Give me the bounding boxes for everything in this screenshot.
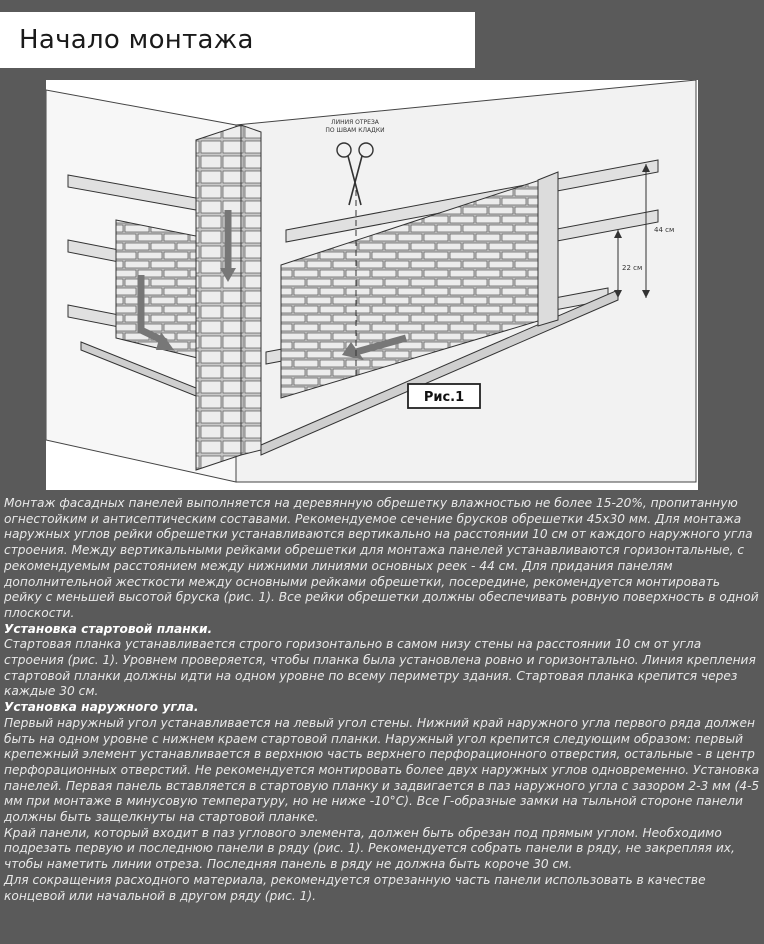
body-text — [4, 496, 760, 904]
figure-label: Рис.1 — [423, 390, 465, 405]
section-heading: Установка наружного угла. — [4, 700, 199, 715]
paragraph: Монтаж фасадных панелей выполняется на деревянную обрешетку влажностью не более 15-20%, пропитанную огнестойким и антисептическим составами. Рекомендуемое сечение брусков обрешетки 45х30 мм. Для монтажа наружных углов рейки обрешетки устанавливаются вертикально на расстоянии 10 см от каждого наружного угла строения. Между вертикальными рейками обрешетки для монтажа панелей устанавливаются горизонтальные, с рекомендуемым расстоянием между нижними линиями основных реек - 44 см. Для придания панелям дополнительной жесткости между основными рейками обрешетки, посередине, рекомендуется монтировать рейку с меньшей высотой бруска (рис. 1). Все рейки обрешетки должны обеспечивать ровную поверхность в одной плоскости. — [4, 496, 759, 620]
installation-illustration — [46, 80, 698, 490]
paragraph: Край панели, который входит в паз углового элемента, должен быть обрезан под прямым углом. Необходимо подрезать первую и последнюю панели в ряду (рис. 1). Рекомендуется собрать панели в ряду, не закрепляя их, чтобы наметить линии отреза. Последняя панель в ряду не должна быть короче 30 см. — [4, 825, 735, 872]
paragraph: Стартовая планка устанавливается строго горизонтально в самом низу стены на расстоянии 10 см от угла строения (рис. 1). Уровнем проверяется, чтобы планка была установлена ровно и горизонтально. Линия крепления стартовой планки должны идти на одном уровне по всему периметру здания. Стартовая планка крепится через каждые 30 см. — [4, 637, 756, 699]
cut-line-note-1: ЛИНИЯ ОТРЕЗА — [331, 119, 379, 126]
dimension-22-label: 22 см — [622, 264, 643, 272]
cut-line-note-2: ПО ШВАМ КЛАДКИ — [325, 127, 385, 134]
corner-element — [196, 125, 261, 470]
paragraph: Первый наружный угол устанавливается на левый угол стены. Нижний край наружного угла первого ряда должен быть на одном уровне с нижнем краем стартовой планки. Наружный угол крепится следующим образом: первый крепежный элемент устанавливается в верхнюю часть верхнего перфорационного отверстия, остальные - в центр перфорационных отверстий. Не рекомендуется монтировать более двух наружных углов одновременно. Установка панелей. Первая панель вставляется в стартовую планку и задвигается в паз наружного угла с зазором 2-3 мм (4-5 мм при монтаже в минусовую температуру, но не ниже -10°С). Все Г-образные замки на тыльной стороне панели должны быть защелкнуты на стартовой планке. — [4, 715, 760, 825]
title-bar — [0, 12, 475, 68]
dimension-44-label: 44 см — [654, 226, 675, 234]
paragraph: Для сокращения расходного материала, рекомендуется отрезанную часть панели использовать в качестве концевой или начальной в другом ряду (рис. 1). — [4, 872, 706, 903]
section-heading: Установка стартовой планки. — [4, 621, 213, 636]
page-title: Начало монтажа — [19, 25, 254, 55]
